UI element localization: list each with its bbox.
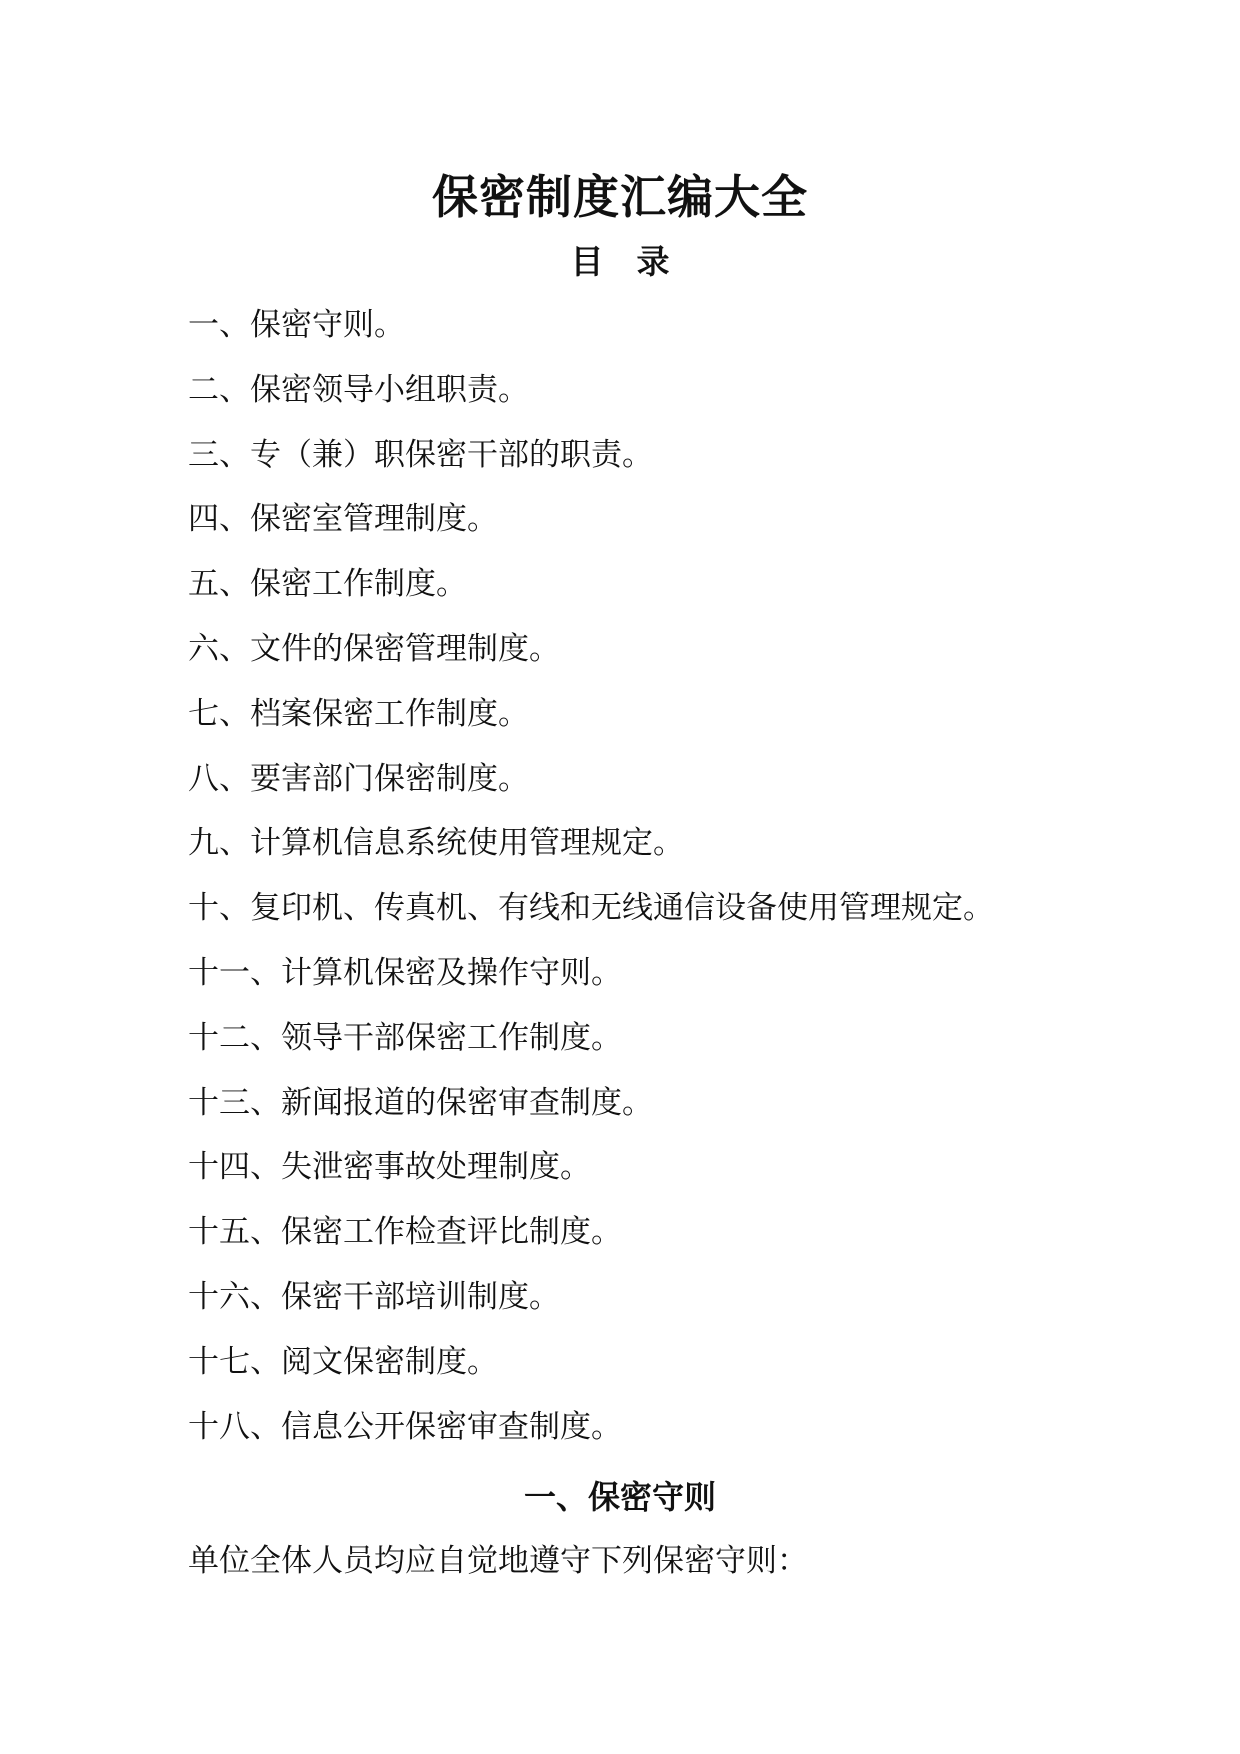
toc-item: 九、计算机信息系统使用管理规定。 <box>188 825 684 862</box>
section-heading: 一、保密守则 <box>523 1478 716 1516</box>
toc-item: 十八、信息公开保密审查制度。 <box>188 1408 622 1445</box>
toc-item: 四、保密室管理制度。 <box>188 501 498 538</box>
toc-item: 十三、新闻报道的保密审查制度。 <box>188 1084 653 1121</box>
toc-item: 十七、阅文保密制度。 <box>188 1343 498 1380</box>
toc-item: 十二、领导干部保密工作制度。 <box>188 1019 622 1056</box>
toc-item: 八、要害部门保密制度。 <box>188 760 529 797</box>
toc-item: 十六、保密干部培训制度。 <box>188 1278 560 1315</box>
toc-item: 六、文件的保密管理制度。 <box>188 630 560 667</box>
toc-item: 十四、失泄密事故处理制度。 <box>188 1149 591 1186</box>
toc-item: 三、专（兼）职保密干部的职责。 <box>188 436 653 473</box>
document-title: 保密制度汇编大全 <box>432 170 808 224</box>
section-intro-paragraph: 单位全体人员均应自觉地遵守下列保密守则： <box>188 1543 808 1579</box>
toc-item: 二、保密领导小组职责。 <box>188 371 529 408</box>
toc-item: 五、保密工作制度。 <box>188 566 467 603</box>
toc-heading: 目 录 <box>570 242 670 281</box>
table-of-contents <box>188 302 994 1468</box>
toc-item: 十、复印机、传真机、有线和无线通信设备使用管理规定。 <box>188 890 994 927</box>
toc-item: 七、档案保密工作制度。 <box>188 695 529 732</box>
toc-item: 十一、计算机保密及操作守则。 <box>188 954 622 991</box>
toc-item: 十五、保密工作检查评比制度。 <box>188 1214 622 1251</box>
toc-item: 一、保密守则。 <box>188 307 405 343</box>
